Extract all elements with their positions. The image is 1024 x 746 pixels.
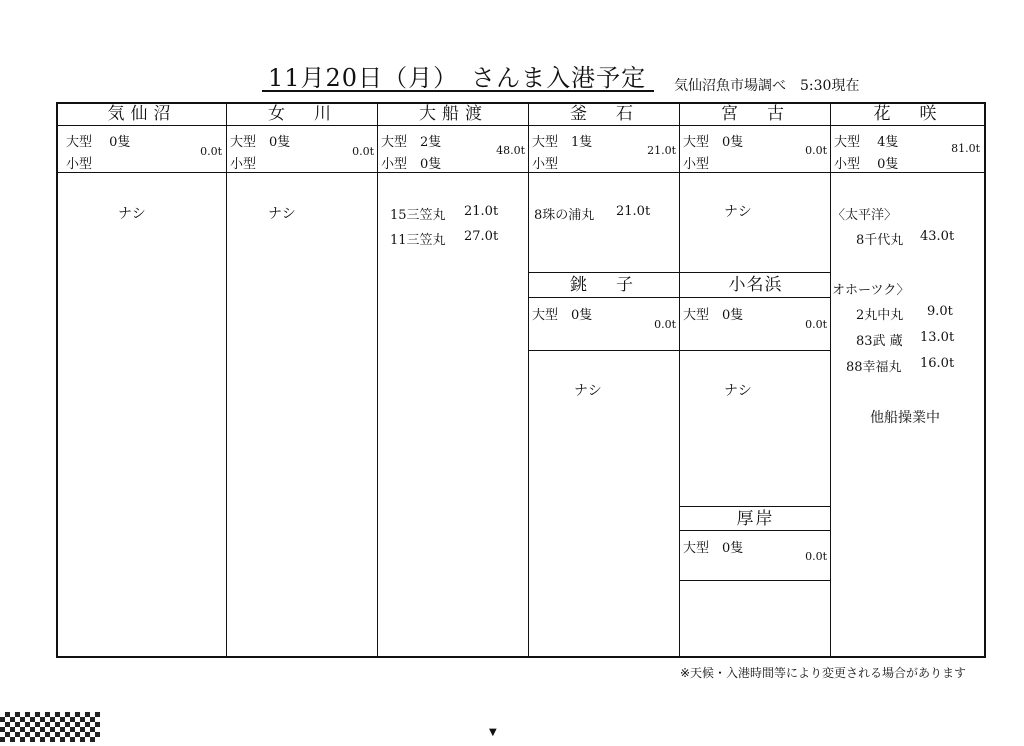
kamaishi-total: 21.0t [647, 144, 676, 157]
hanasaki-boat-weight: 13.0t [920, 330, 955, 345]
ofunato-boat-weight: 21.0t [464, 204, 499, 219]
ofunato-boat-name: 15三笠丸 [390, 208, 446, 223]
miyako-none: ナシ [724, 204, 752, 220]
akkeshi-header-bottom [679, 530, 830, 531]
port-header-akkeshi: 厚岸 [736, 509, 775, 529]
kamaishi-small: 小型 [532, 157, 559, 172]
col-divider-4 [679, 102, 680, 658]
choshi-header-bottom [528, 297, 830, 298]
hanasaki-other-vessels-note: 他船操業中 [870, 410, 940, 426]
col-divider-1 [226, 102, 227, 658]
kesennuma-none: ナシ [118, 206, 146, 222]
kamaishi-boat-name: 8珠の浦丸 [534, 208, 595, 223]
onagawa-large: 大型 0隻 [230, 135, 291, 150]
ofunato-large: 大型 2隻 [381, 135, 442, 150]
col-divider-3 [528, 102, 529, 658]
miyako-large: 大型 0隻 [683, 135, 744, 150]
kamaishi-large: 大型 1隻 [532, 135, 593, 150]
choshi-total: 0.0t [654, 318, 676, 331]
hanasaki-boat-name: 2丸中丸 [856, 308, 904, 323]
choshi-summary-bottom [528, 350, 830, 351]
schedule-table [56, 102, 986, 658]
survey-note: 気仙沼魚市場調べ 5:30現在 [674, 78, 860, 94]
hanasaki-group-okhotsk: オホーツク〉 [832, 283, 910, 298]
page-marker-arrow: ▼ [489, 727, 497, 738]
kesennuma-small: 小型 [66, 157, 93, 172]
title-underline [262, 90, 654, 92]
col-divider-5 [830, 102, 831, 658]
port-header-miyako: 宮 古 [721, 104, 790, 124]
miyako-total: 0.0t [805, 144, 827, 157]
hanasaki-boat-weight: 43.0t [920, 229, 955, 244]
port-header-choshi: 銚 子 [570, 275, 639, 295]
hanasaki-boat-name: 8千代丸 [856, 233, 904, 248]
onahama-total: 0.0t [805, 318, 827, 331]
choshi-large: 大型 0隻 [532, 308, 593, 323]
onagawa-total: 0.0t [352, 145, 374, 158]
port-header-ofunato: 大船渡 [419, 104, 488, 124]
onahama-large: 大型 0隻 [683, 308, 744, 323]
page-title: 11月20日（月） さんま入港予定 [268, 64, 647, 92]
col-divider-2 [377, 102, 378, 658]
ofunato-small: 小型 0隻 [381, 157, 442, 172]
port-header-kamaishi: 釜 石 [570, 104, 639, 124]
choshi-none: ナシ [574, 383, 602, 399]
summary-row-divider [56, 172, 986, 173]
ofunato-total: 48.0t [496, 144, 525, 157]
onagawa-none: ナシ [268, 206, 296, 222]
disclaimer-note: ※天候・入港時間等により変更される場合があります [680, 666, 967, 680]
choshi-header-top [528, 272, 830, 273]
akkeshi-header-top [679, 506, 830, 507]
hanasaki-boat-weight: 16.0t [920, 356, 955, 371]
hanasaki-boat-weight: 9.0t [927, 304, 953, 319]
hanasaki-boat-name: 83武 蔵 [856, 334, 903, 349]
scan-checker-pattern [0, 712, 100, 742]
port-header-onahama: 小名浜 [728, 275, 783, 295]
hanasaki-small: 小型 0隻 [834, 157, 899, 172]
kamaishi-boat-weight: 21.0t [616, 204, 651, 219]
akkeshi-large: 大型 0隻 [683, 541, 744, 556]
header-row-divider [56, 125, 986, 126]
akkeshi-summary-bottom [679, 580, 830, 581]
hanasaki-boat-name: 88幸福丸 [846, 360, 902, 375]
ofunato-boat-weight: 27.0t [464, 229, 499, 244]
ofunato-boat-name: 11三笠丸 [390, 233, 446, 248]
akkeshi-total: 0.0t [805, 550, 827, 563]
port-header-hanasaki: 花 咲 [873, 104, 943, 124]
hanasaki-total: 81.0t [951, 142, 980, 155]
port-header-kesennuma: 気仙沼 [107, 104, 177, 124]
kesennuma-large: 大型 0隻 [66, 135, 131, 150]
onagawa-small: 小型 [230, 157, 257, 172]
hanasaki-group-pacific: 〈太平洋〉 [832, 208, 898, 223]
kesennuma-total: 0.0t [200, 145, 222, 158]
port-header-onagawa: 女 川 [268, 104, 337, 124]
onahama-none: ナシ [724, 383, 752, 399]
miyako-small: 小型 [683, 157, 710, 172]
hanasaki-large: 大型 4隻 [834, 135, 899, 150]
